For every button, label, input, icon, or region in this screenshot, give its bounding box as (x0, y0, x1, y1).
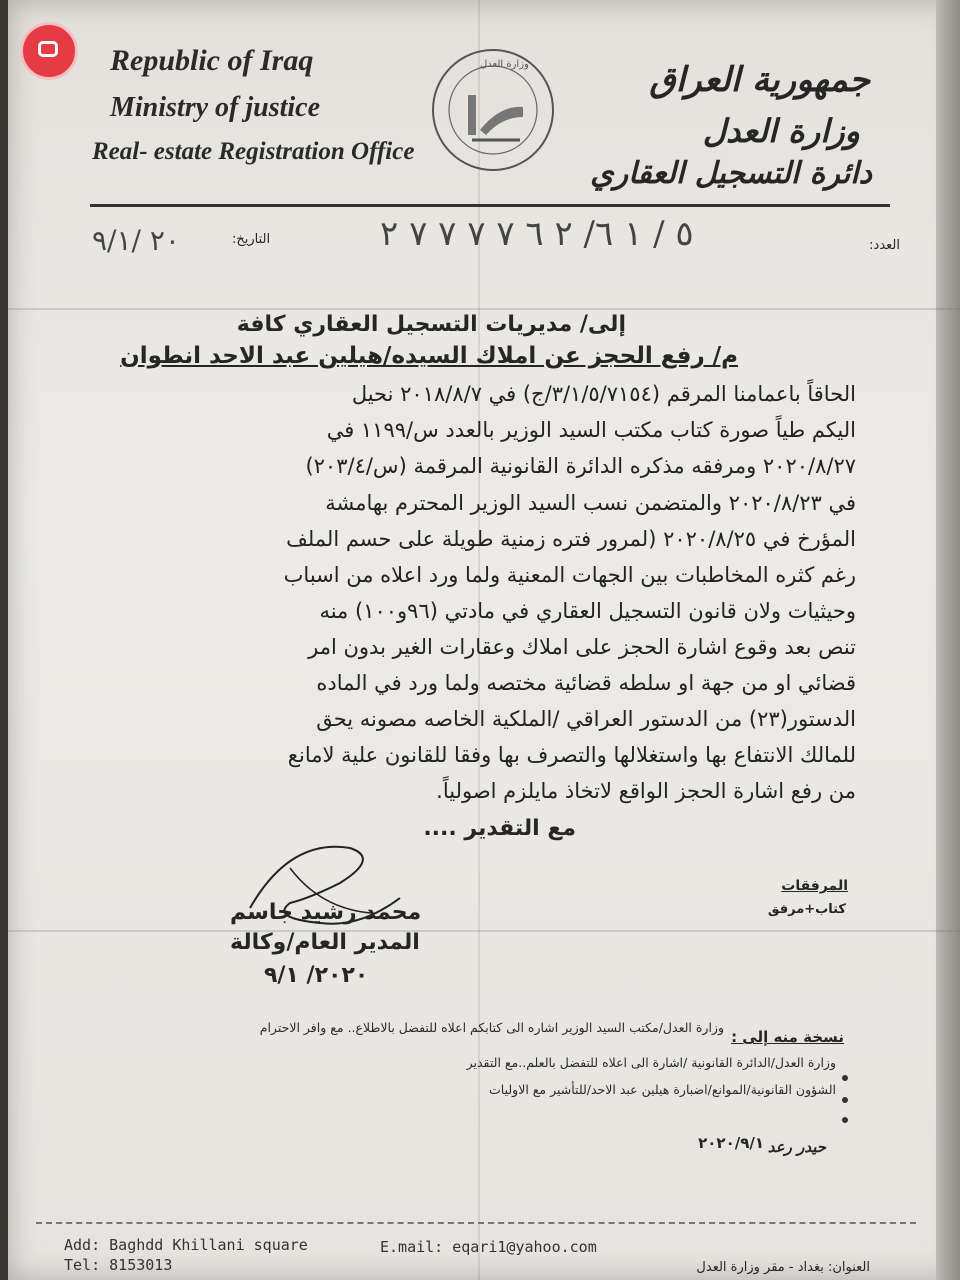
body-line: اليكم طياً صورة كتاب مكتب السيد الوزير بالعدد س/١١٩٩ في (326, 418, 856, 442)
footer-ar-address: العنوان: بغداد - مقر وزارة العدل (696, 1260, 870, 1275)
body-line: الحاقاً باعمامنا المرقم (٣/١/٥/٧١٥٤/ج) في ٢٠١٨/٨/٧ نحيل (351, 382, 856, 406)
body-line: قضائي او من جهة او سلطه قضائية مختصه ولما ورد في الماده (316, 671, 856, 695)
header-ar-ministry: وزارة العدل (702, 112, 860, 150)
header-divider (90, 204, 890, 207)
header-ar-country: جمهورية العراق (649, 60, 870, 100)
bullet-icon (842, 1075, 848, 1081)
footer-address: Add: Baghdd Khillani square (64, 1236, 308, 1254)
body-line: رغم كثره المخاطبات بين الجهات المعنية ولما ورد اعلاه من اسباب (283, 563, 856, 587)
bullet-icon (842, 1117, 848, 1123)
date-label: التاريخ: (232, 232, 271, 247)
letter-closing: مع التقدير .... (423, 816, 576, 841)
body-line: وحيثيات ولان قانون التسجيل العقاري في مادتي (٩٦و١٠٠) منه (319, 599, 856, 623)
letter-recipient: إلى/ مديريات التسجيل العقاري كافة (236, 312, 626, 337)
header-en-office: Real- estate Registration Office (92, 138, 415, 165)
copy-item: الشؤون القانونية/الموانع/اضبارة هيلين عبد الاحد/للتأشير مع الاوليات (489, 1082, 836, 1097)
paper-edge (936, 0, 960, 1280)
date-value: ٢٠ /٩/١ (92, 224, 180, 257)
signatory-title: المدير العام/وكالة (230, 930, 420, 955)
fold-line (8, 308, 960, 310)
record-icon[interactable] (20, 22, 78, 80)
signatory-name: محمد رشيد جاسم (230, 900, 422, 925)
footer-tel: Tel: 8153013 (64, 1256, 173, 1274)
signature-date: ٢٠٢٠/ ٩/١ (264, 963, 369, 988)
bullet-icon (842, 1097, 848, 1103)
body-line: للمالك الانتفاع بها واستغلالها والتصرف بها وفقا للقانون علية لامانع (287, 743, 856, 767)
initials-name: حيدر رعد (767, 1138, 826, 1156)
attachments-title: المرفقات (781, 878, 848, 894)
body-line: من رفع اشارة الحجز الواقع لاتخاذ مايلزم اصولياً. (436, 779, 856, 803)
header-ar-office: دائرة التسجيل العقاري (590, 156, 872, 191)
copies-title: نسخة منه إلى : (731, 1028, 844, 1046)
body-line: تنص بعد وقوع اشارة الحجز على املاك وعقارات الغير بدون امر (308, 635, 856, 659)
number-label: العدد: (869, 238, 900, 253)
copy-item: وزارة العدل/مكتب السيد الوزير اشاره الى كتابكم اعلاه للتفضل بالاطلاع.. مع وافر الاحترام (259, 1020, 724, 1035)
body-line: في ٢٠٢٠/٨/٢٣ والمتضمن نسب السيد الوزير المحترم بهامشة (325, 491, 856, 515)
header-en-country: Republic of Iraq (110, 44, 314, 77)
number-value: ٥ / ١ ٦/ ٢ ٦ ٧ ٧ ٧ ٧ ٢ (380, 214, 694, 254)
fold-line (8, 930, 960, 932)
attachments-value: كتاب+مرفق (767, 902, 846, 917)
body-line: الدستور(٢٣) من الدستور العراقي /الملكية الخاصه مصونه يحق (316, 707, 856, 731)
body-line: المؤرخ في ٢٠٢٠/٨/٢٥ (لمرور فتره زمنية طويلة على حسم الملف (286, 527, 856, 551)
initials-date: ٢٠٢٠/٩/١ (698, 1134, 764, 1152)
footer-divider (36, 1222, 916, 1224)
letter-subject: م/ رفع الحجز عن املاك السيده/هيلين عبد الاحد انطوان (120, 343, 738, 369)
footer-email: E.mail: eqari1@yahoo.com (380, 1238, 597, 1256)
header-en-ministry: Ministry of justice (110, 92, 321, 123)
ministry-seal-icon (428, 45, 558, 175)
copy-item: وزارة العدل/الدائرة القانونية /اشارة الى اعلاه للتفضل بالعلم..مع التقدير (466, 1055, 836, 1070)
seal-text: وزارة العدل (480, 59, 529, 70)
body-line: ٢٠٢٠/٨/٢٧ ومرفقه مذكره الدائرة القانونية المرقمة (س/٢٠٣/٤) (305, 454, 856, 478)
